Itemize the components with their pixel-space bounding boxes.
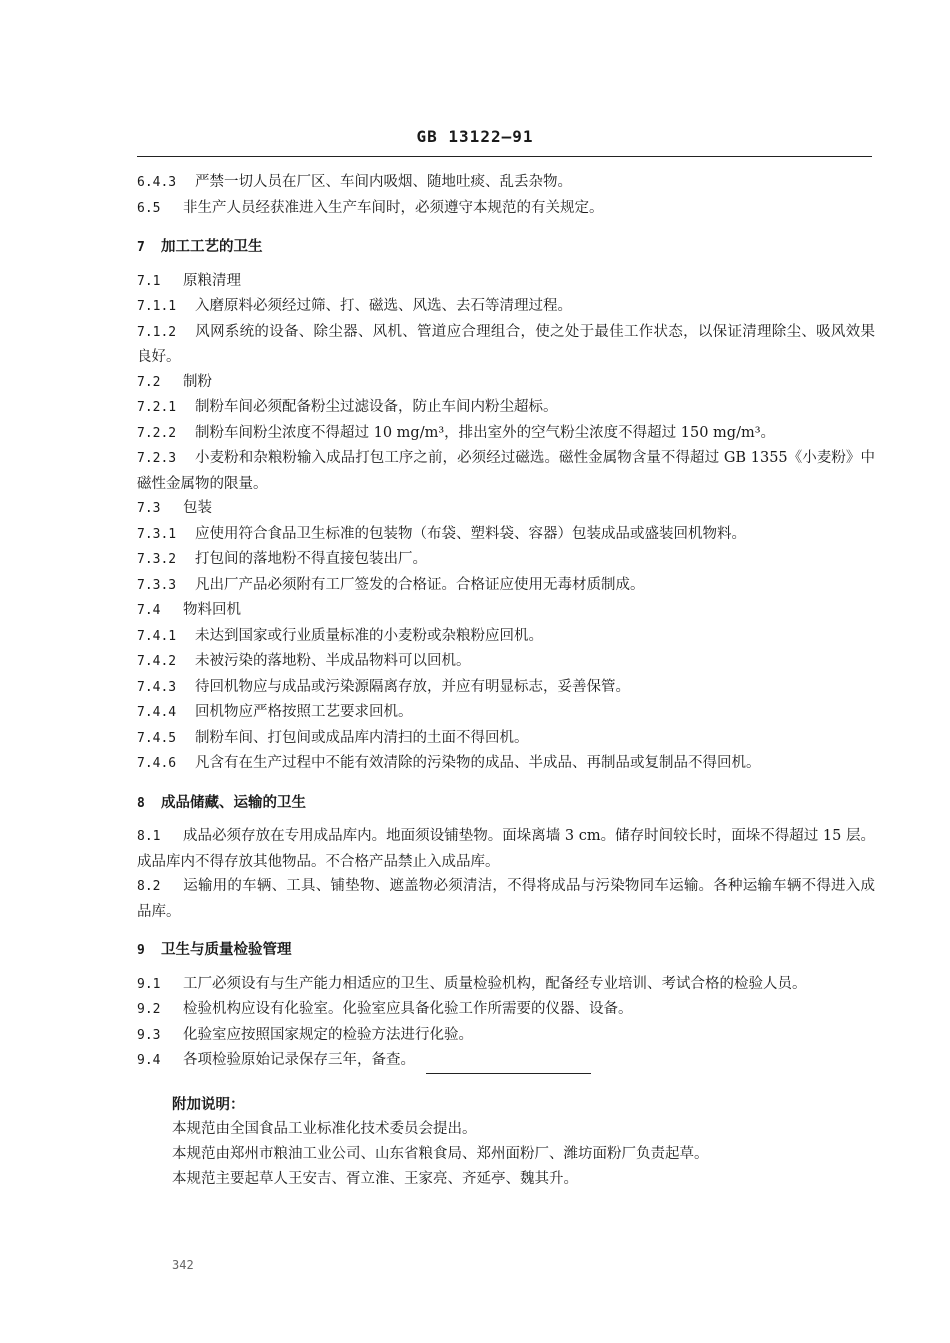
page-header: GB 13122—91 <box>416 127 534 146</box>
clause-number: 7.2.1 <box>137 400 177 415</box>
clause-7-4-6 <box>137 751 875 777</box>
clause-text: 工厂必须设有与生产能力相适应的卫生、质量检验机构，配备经专业培训、考试合格的检验人员。 <box>183 975 807 992</box>
page-number: 342 <box>172 1258 194 1272</box>
clause-number: 7.4.2 <box>137 654 177 669</box>
clause-7-3-3 <box>137 573 875 599</box>
section-number: 8 <box>137 795 145 811</box>
clause-6-4-3 <box>137 170 875 196</box>
clause-7-2-1 <box>137 395 875 421</box>
document-body <box>137 170 875 1074</box>
clause-number: 6.5 <box>137 200 161 216</box>
clause-text: 物料回机 <box>183 602 241 618</box>
end-rule <box>426 1073 591 1074</box>
additional-notes <box>172 1092 872 1192</box>
clause-number: 7.1 <box>137 273 161 289</box>
clause-text: 成品必须存放在专用成品库内。地面须设铺垫物。面垛离墙 3 cm。储存时间较长时，面垛不得超过 15 层。成品库内不得存放其他物品。不合格产品禁止入成品库。 <box>137 828 875 870</box>
clause-9-2 <box>137 997 875 1023</box>
clause-7-2-2 <box>137 421 875 447</box>
clause-text: 未达到国家或行业质量标准的小麦粉或杂粮粉应回机。 <box>195 627 543 644</box>
clause-number: 7.2.2 <box>137 425 177 441</box>
clause-7-4 <box>137 598 875 624</box>
clause-number: 7.3.1 <box>137 526 177 542</box>
clause-7-1-2 <box>137 320 875 370</box>
clause-number: 9.2 <box>137 1002 161 1017</box>
clause-text: 化验室应按照国家规定的检验方法进行化验。 <box>183 1026 473 1043</box>
clause-8-2 <box>137 874 875 924</box>
clause-text: 打包间的落地粉不得直接包装出厂。 <box>195 551 427 567</box>
clause-7-4-1 <box>137 624 875 650</box>
clause-7-3-1 <box>137 522 875 548</box>
clause-9-3 <box>137 1023 875 1049</box>
clause-8-1 <box>137 824 875 874</box>
clause-number: 7.1.1 <box>137 299 177 314</box>
clause-7-1 <box>137 269 875 295</box>
clause-number: 7.2 <box>137 374 161 390</box>
clause-7-4-3 <box>137 675 875 701</box>
clause-9-4 <box>137 1048 875 1074</box>
clause-9-1 <box>137 972 875 998</box>
clause-number: 7.4.1 <box>137 628 177 644</box>
clause-7-2 <box>137 370 875 396</box>
clause-text: 各项检验原始记录保存三年，备查。 <box>183 1052 415 1068</box>
notes-line: 本规范由郑州市粮油工业公司、山东省粮食局、郑州面粉厂、潍坊面粉厂负责起草。 <box>172 1146 709 1162</box>
clause-6-5 <box>137 196 875 222</box>
clause-number: 9.3 <box>137 1027 161 1043</box>
section-number: 9 <box>137 943 145 958</box>
clause-7-3 <box>137 496 875 522</box>
clause-number: 7.2.3 <box>137 451 177 466</box>
clause-text: 小麦粉和杂粮粉输入成品打包工序之前，必须经过磁选。磁性金属物含量不得超过 GB 1355《小麦粉》中磁性金属物的限量。 <box>137 450 875 492</box>
clause-text: 检验机构应设有化验室。化验室应具备化验工作所需要的仪器、设备。 <box>183 1001 633 1017</box>
section-8-heading <box>137 791 875 817</box>
section-title: 卫生与质量检验管理 <box>161 941 292 958</box>
clause-text: 制粉车间、打包间或成品库内清扫的土面不得回机。 <box>195 729 529 746</box>
header-rule <box>137 156 872 157</box>
clause-text: 待回机物应与成品或污染源隔离存放，并应有明显标志，妥善保管。 <box>195 678 630 695</box>
clause-text: 凡含有在生产过程中不能有效清除的污染物的成品、半成品、再制品或复制品不得回机。 <box>195 755 761 771</box>
notes-title: 附加说明： <box>172 1096 245 1113</box>
clause-text: 制粉车间粉尘浓度不得超过 10 mg/m³，排出室外的空气粉尘浓度不得超过 150 mg/m³。 <box>195 424 776 441</box>
clause-7-4-2 <box>137 649 875 675</box>
clause-number: 9.4 <box>137 1053 161 1068</box>
clause-7-4-5 <box>137 726 875 752</box>
clause-text: 制粉 <box>183 373 212 390</box>
clause-text: 包装 <box>183 500 212 516</box>
clause-text: 回机物应严格按照工艺要求回机。 <box>195 704 413 720</box>
section-9-heading <box>137 938 875 964</box>
section-title: 加工工艺的卫生 <box>161 238 263 255</box>
clause-7-4-4 <box>137 700 875 726</box>
clause-text: 运输用的车辆、工具、铺垫物、遮盖物必须清洁，不得将成品与污染物同车运输。各种运输车辆不得进入成品库。 <box>137 878 875 920</box>
clause-number: 7.4.6 <box>137 756 177 771</box>
clause-text: 未被污染的落地粉、半成品物料可以回机。 <box>195 653 471 669</box>
clause-text: 风网系统的设备、除尘器、风机、管道应合理组合，使之处于最佳工作状态，以保证清理除尘、吸风效果良好。 <box>137 323 875 365</box>
clause-number: 6.4.3 <box>137 175 177 190</box>
notes-line: 本规范由全国食品工业标准化技术委员会提出。 <box>172 1121 477 1137</box>
clause-7-1-1 <box>137 294 875 320</box>
section-7-heading <box>137 235 875 261</box>
clause-text: 非生产人员经获准进入生产车间时，必须遵守本规范的有关规定。 <box>183 199 604 216</box>
section-title: 成品储藏、运输的卫生 <box>161 793 306 811</box>
clause-number: 8.2 <box>137 879 161 894</box>
clause-number: 8.1 <box>137 829 161 844</box>
clause-text: 严禁一切人员在厂区、车间内吸烟、随地吐痰、乱丢杂物。 <box>195 174 572 190</box>
clause-number: 7.4 <box>137 603 161 618</box>
clause-text: 原粮清理 <box>183 272 241 289</box>
clause-7-2-3 <box>137 446 875 496</box>
notes-line: 本规范主要起草人王安吉、胥立淮、王家亮、齐延亭、魏其升。 <box>172 1171 578 1187</box>
clause-number: 7.1.2 <box>137 324 177 340</box>
clause-number: 7.3 <box>137 501 161 516</box>
clause-number: 7.4.4 <box>137 705 177 720</box>
section-number: 7 <box>137 240 145 255</box>
clause-text: 应使用符合食品卫生标准的包装物（布袋、塑料袋、容器）包装成品或盛装回机物料。 <box>195 525 746 542</box>
clause-text: 制粉车间必须配备粉尘过滤设备，防止车间内粉尘超标。 <box>195 399 558 415</box>
clause-number: 7.3.2 <box>137 552 177 567</box>
clause-number: 7.4.3 <box>137 679 177 695</box>
clause-text: 入磨原料必须经过筛、打、磁选、风选、去石等清理过程。 <box>195 298 572 314</box>
clause-7-3-2 <box>137 547 875 573</box>
clause-number: 9.1 <box>137 976 161 992</box>
clause-text: 凡出厂产品必须附有工厂签发的合格证。合格证应使用无毒材质制成。 <box>195 576 645 593</box>
clause-number: 7.3.3 <box>137 577 177 593</box>
clause-number: 7.4.5 <box>137 730 177 746</box>
